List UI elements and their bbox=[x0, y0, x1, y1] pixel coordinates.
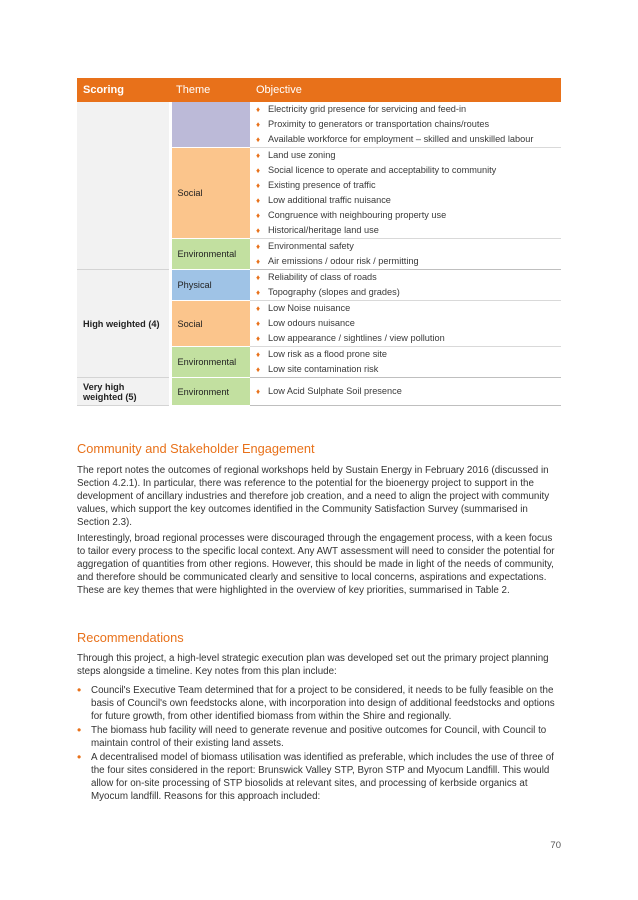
theme-cell-social: Social bbox=[170, 148, 250, 239]
list-item: ♦ Existing presence of traffic bbox=[256, 178, 555, 193]
list-item: ♦ Low site contamination risk bbox=[256, 362, 555, 377]
list-item: ♦ Low risk as a flood prone site bbox=[256, 347, 555, 362]
objective-cell bbox=[250, 239, 561, 270]
recommendations-heading: Recommendations bbox=[77, 630, 184, 645]
table-header-row bbox=[77, 78, 561, 102]
recommendations-list bbox=[77, 684, 561, 804]
community-paragraph-2: Interestingly, broad regional processes were discouraged through the engagement process, with a keen focus to tailor every process to the specific local context. Any AWT assessment will need to consider the potential for aggregation of quantities from other regions. However, this should be made in light of the needs of community, and therefore should be communicated clearly and sensitive to local concerns, aspirations and expectations. These are key themes that were highlighted in the overview of key priorities, summarised in Table 2. bbox=[77, 533, 555, 596]
recommendations-intro: Through this project, a high-level strategic execution plan was developed set out the primary project planning steps alongside a timeline. Key notes from this plan include: bbox=[77, 653, 549, 677]
list-item: ♦ Environmental safety bbox=[256, 239, 555, 254]
objective-list bbox=[256, 301, 555, 346]
table-row bbox=[77, 378, 561, 406]
table-row bbox=[77, 270, 561, 301]
bullet-dot-icon: • bbox=[77, 683, 82, 697]
list-item: ♦ Available workforce for employment – skilled and unskilled labour bbox=[256, 132, 555, 147]
diamond-bullet-icon: ♦ bbox=[256, 135, 261, 144]
list-item: • The biomass hub facility will need to generate revenue and positive outcomes for Council, with Council to maintain control of their existing land assets. bbox=[77, 723, 547, 749]
objective-cell bbox=[250, 270, 561, 301]
community-paragraph-1: The report notes the outcomes of regional workshops held by Sustain Energy in February 2016 (discussed in Section 4.2.1). In particular, there was reference to the potential for the bioenergy project to support in the development of ancillary industries and therefore job creation, and a need to align the project with community values, which support the key outcomes identified in the Community Satisfaction Survey (summarised in Section 2.3). bbox=[77, 465, 550, 528]
diamond-bullet-icon: ♦ bbox=[256, 334, 261, 343]
objective-cell bbox=[250, 378, 561, 406]
theme-cell-environment: Environment bbox=[170, 378, 250, 406]
header-theme: Theme bbox=[170, 78, 250, 102]
theme-cell-environmental: Environmental bbox=[170, 347, 250, 378]
list-item: ♦ Land use zoning bbox=[256, 148, 555, 163]
list-item: • Council's Executive Team determined that for a project to be considered, it needs to be fully feasible on the basis of Council's own feedstocks alone, with incorporation into design of additional feedstocks and options for future growth, from other identified biomass from within the Shire and regionally. bbox=[77, 683, 555, 722]
list-item: ♦ Reliability of class of roads bbox=[256, 270, 555, 285]
diamond-bullet-icon: ♦ bbox=[256, 181, 261, 190]
theme-cell-physical: Physical bbox=[170, 270, 250, 301]
diamond-bullet-icon: ♦ bbox=[256, 387, 261, 396]
page-number: 70 bbox=[550, 840, 561, 851]
objective-cell bbox=[250, 102, 561, 148]
table-row bbox=[77, 102, 561, 148]
objective-list bbox=[256, 347, 555, 377]
list-item: ♦ Low odours nuisance bbox=[256, 316, 555, 331]
header-scoring: Scoring bbox=[77, 78, 170, 102]
objective-cell bbox=[250, 301, 561, 347]
diamond-bullet-icon: ♦ bbox=[256, 151, 261, 160]
score-cell-continued bbox=[77, 102, 170, 270]
list-item: • A decentralised model of biomass utilisation was identified as preferable, which includes the use of three of the four sites considered in the report: Brunswick Valley STP, Byron STP and Myocum Landfill. This would allow for on-site processing of STP biosolids at relevant sites, and processing of kerbside organics at Myocum landfill. Reasons for this approach included: bbox=[77, 750, 554, 802]
objective-list bbox=[256, 270, 555, 300]
diamond-bullet-icon: ♦ bbox=[256, 166, 261, 175]
diamond-bullet-icon: ♦ bbox=[256, 350, 261, 359]
list-item: ♦ Congruence with neighbouring property use bbox=[256, 208, 555, 223]
community-heading: Community and Stakeholder Engagement bbox=[77, 441, 315, 456]
objective-list bbox=[256, 239, 555, 269]
score-cell-very-high: Very high weighted (5) bbox=[77, 378, 170, 406]
diamond-bullet-icon: ♦ bbox=[256, 211, 261, 220]
scoring-table bbox=[77, 78, 561, 406]
diamond-bullet-icon: ♦ bbox=[256, 242, 261, 251]
diamond-bullet-icon: ♦ bbox=[256, 365, 261, 374]
list-item: ♦ Low appearance / sightlines / view pollution bbox=[256, 331, 555, 346]
bullet-dot-icon: • bbox=[77, 750, 82, 764]
list-item: ♦ Low Acid Sulphate Soil presence bbox=[256, 384, 555, 399]
header-objective: Objective bbox=[250, 78, 561, 102]
list-item: ♦ Proximity to generators or transportation chains/routes bbox=[256, 117, 555, 132]
diamond-bullet-icon: ♦ bbox=[256, 304, 261, 313]
diamond-bullet-icon: ♦ bbox=[256, 257, 261, 266]
objective-cell bbox=[250, 347, 561, 378]
diamond-bullet-icon: ♦ bbox=[256, 196, 261, 205]
list-item: ♦ Social licence to operate and acceptability to community bbox=[256, 163, 555, 178]
list-item: ♦ Topography (slopes and grades) bbox=[256, 285, 555, 300]
theme-cell-environmental: Environmental bbox=[170, 239, 250, 270]
theme-cell-economic bbox=[170, 102, 250, 148]
diamond-bullet-icon: ♦ bbox=[256, 105, 261, 114]
list-item: ♦ Electricity grid presence for servicing and feed-in bbox=[256, 102, 555, 117]
theme-cell-social: Social bbox=[170, 301, 250, 347]
objective-cell bbox=[250, 148, 561, 239]
diamond-bullet-icon: ♦ bbox=[256, 319, 261, 328]
objective-list bbox=[256, 102, 555, 147]
bullet-dot-icon: • bbox=[77, 723, 82, 737]
score-cell-high: High weighted (4) bbox=[77, 270, 170, 378]
diamond-bullet-icon: ♦ bbox=[256, 273, 261, 282]
objective-list bbox=[256, 384, 555, 399]
list-item: ♦ Low Noise nuisance bbox=[256, 301, 555, 316]
diamond-bullet-icon: ♦ bbox=[256, 288, 261, 297]
list-item: ♦ Historical/heritage land use bbox=[256, 223, 555, 238]
diamond-bullet-icon: ♦ bbox=[256, 120, 261, 129]
objective-list bbox=[256, 148, 555, 238]
list-item: ♦ Low additional traffic nuisance bbox=[256, 193, 555, 208]
list-item: ♦ Air emissions / odour risk / permitting bbox=[256, 254, 555, 269]
diamond-bullet-icon: ♦ bbox=[256, 226, 261, 235]
